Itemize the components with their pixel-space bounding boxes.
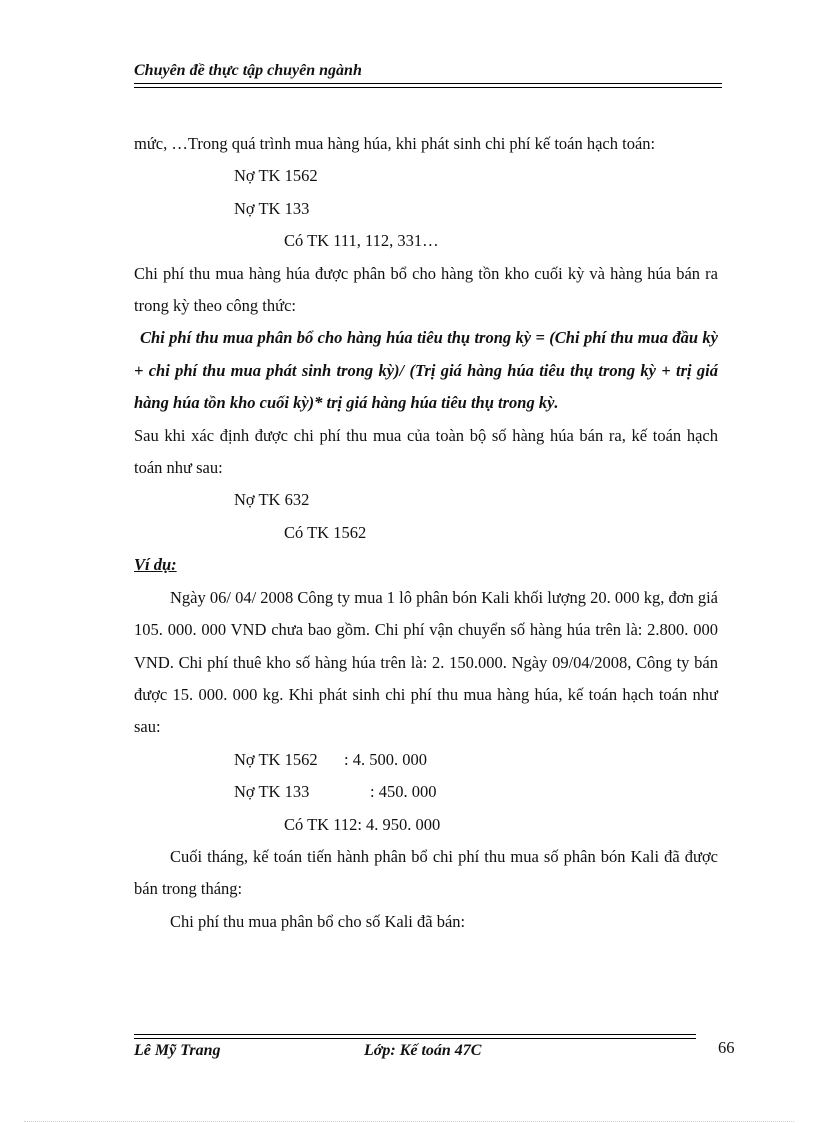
journal-amount: : 450. 000 [370, 782, 437, 802]
paragraph: mức, …Trong quá trình mua hàng húa, khi phát sinh chi phí kế toán hạch toán: [134, 134, 656, 153]
journal-debit: Nợ TK 133 [234, 198, 310, 218]
journal-account: Nợ TK 1562 [234, 749, 318, 769]
header-title: Chuyên đề thực tập chuyên ngành [134, 62, 362, 79]
header-rule-top [134, 83, 722, 84]
paragraph: Ngày 06/ 04/ 2008 Công ty mua 1 lô phân bón Kali khối lượng 20. 000 kg, đơn giá 105. 000. 000 VND chưa bao gồm. Chi phí vận chuyển số hàng húa trên là: 2.800. 000 VND. Chi phí thuê kho số hàng húa trên là: 2. 150.000. Ngày 09/04/2008, Công ty bán được 15. 000. 000 kg. Khi phát sinh chi phí thu mua hàng húa, kế toán hạch toán như sau: [134, 587, 718, 737]
footer-rule-top [134, 1034, 696, 1035]
header-rule-bottom [134, 87, 722, 88]
journal-debit: Nợ TK 1562 [234, 166, 318, 186]
page-number: 66 [718, 1038, 735, 1057]
journal-credit: Có TK 111, 112, 331… [284, 231, 439, 251]
class-label: Lớp: Kế toán 47C [364, 1042, 482, 1059]
footer-rule-bottom [134, 1038, 696, 1039]
example-label: Ví dụ: [134, 555, 177, 575]
formula: Chi phí thu mua phân bổ cho hàng húa tiêu thụ trong kỳ = (Chi phí thu mua đầu kỳ + chi phí thu mua phát sinh trong kỳ)/ (Trị giá hàng húa tiêu thụ trong kỳ + trị giá hàng húa tồn kho cuối kỳ)* trị giá hàng húa tiêu thụ trong kỳ. [134, 328, 718, 413]
paragraph: Sau khi xác định được chi phí thu mua của toàn bộ số hàng húa bán ra, kế toán hạch toán như sau: [134, 425, 718, 478]
journal-account: Nợ TK 133 [234, 782, 310, 802]
journal-credit: Có TK 112: 4. 950. 000 [284, 814, 441, 834]
journal-debit: Nợ TK 632 [234, 490, 310, 510]
journal-credit: Có TK 1562 [284, 522, 367, 542]
journal-amount: : 4. 500. 000 [344, 749, 427, 769]
journal-debit [134, 744, 718, 776]
journal-debit [134, 776, 718, 808]
example-heading [134, 549, 718, 581]
paragraph: Chi phí thu mua phân bổ cho số Kali đã bán: [170, 911, 466, 931]
paragraph: Cuối tháng, kế toán tiến hành phân bổ chi phí thu mua số phân bón Kali đã được bán trong tháng: [134, 846, 718, 899]
author-name: Lê Mỹ Trang [134, 1042, 221, 1059]
page-body [134, 128, 718, 938]
paragraph: Chi phí thu mua hàng húa được phân bổ cho hàng tồn kho cuối kỳ và hàng húa bán ra trong kỳ theo công thức: [134, 263, 718, 316]
page-bottom-border [24, 1121, 794, 1122]
